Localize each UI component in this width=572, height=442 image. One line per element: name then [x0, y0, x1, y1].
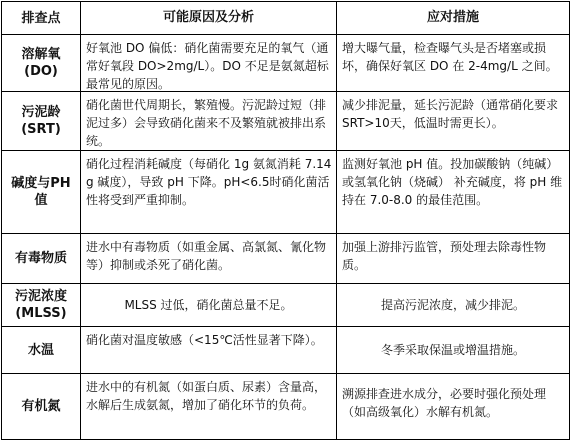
cause-cell: 好氧池 DO 偏低：硝化菌需要充足的氧气（通常好氧段 DO>2mg/L）。DO 不足是氨氮超标最常见的原因。: [81, 35, 337, 91]
check-point-do: [2, 35, 81, 91]
table-row: [2, 326, 569, 373]
check-point-label: 溶解氧 (DO): [21, 47, 61, 79]
table-row: [2, 91, 569, 150]
header-check-point: 排查点: [2, 2, 81, 34]
check-point-srt: [2, 92, 81, 150]
action-cell: 提高污泥浓度，减少排泥。: [380, 298, 525, 312]
action-cell: 加强上游排污监管，预处理去除毒性物质。: [342, 240, 547, 272]
header-cause-analysis: 可能原因及分析: [81, 2, 337, 34]
cause-analysis-table: [1, 1, 570, 440]
check-point-label: 有毒物质: [14, 251, 67, 266]
action-cell: 溯源排查进水成分，必要时强化预处理（如高级氧化）水解有机氮。: [342, 387, 547, 419]
action-cell: 增大曝气量，检查曝气头是否堵塞或损坏，确保好氧区 DO 在 2-4mg/L 之间。: [342, 41, 558, 73]
table-row: [2, 150, 569, 233]
action-cell: 冬季采取保温或增温措施。: [380, 343, 525, 357]
cause-cell: MLSS 过低，硝化菌总量不足。: [81, 284, 337, 326]
check-point-mlss: [2, 284, 81, 326]
table-row: [2, 34, 569, 91]
check-point-label: 水温: [27, 342, 54, 358]
cause-cell: 进水中有毒物质（如重金属、高氯氮、氰化物等）抑制或杀死了硝化菌。: [81, 234, 337, 283]
check-point-organic-nitrogen: [2, 374, 81, 439]
header-countermeasures: 应对措施: [426, 10, 479, 25]
check-point-temperature: [2, 327, 81, 373]
check-point-label: 碱度与PH 值: [11, 176, 71, 208]
cause-cell: 进水中的有机氮（如蛋白质、尿素）含量高，水解后生成氨氮，增加了硝化环节的负荷。: [81, 374, 337, 439]
check-point-label: 有机氮: [21, 399, 61, 414]
table-row: [2, 283, 569, 326]
check-point-label: 污泥浓度 (MLSS): [14, 289, 67, 321]
action-cell: 减少排泥量，延长污泥龄（通常硝化要求 SRT>10天，低温时需更长）。: [342, 98, 559, 130]
cause-cell: 硝化菌世代周期长，繁殖慢。污泥龄过短（排泥过多）会导致硝化菌来不及繁殖就被排出系统。: [81, 92, 337, 150]
cause-cell: 硝化过程消耗碱度（每硝化 1g 氨氮消耗 7.14g 碱度），导致 pH 下降。pH<6.5时硝化菌活性将受到严重抑制。: [81, 151, 337, 233]
check-point-toxic: [2, 234, 81, 283]
table-header-row: [2, 2, 569, 34]
check-point-label: 污泥龄 (SRT): [21, 105, 61, 137]
action-cell: 监测好氧池 pH 值。投加碳酸钠（纯碱）或氢氧化钠（烧碱） 补充碱度，将 pH 维持在 7.0-8.0 的最佳范围。: [342, 157, 563, 207]
cause-cell: 硝化菌对温度敏感（<15℃活性显著下降）。: [81, 327, 337, 373]
table-row: [2, 373, 569, 439]
check-point-alkalinity-ph: [2, 151, 81, 233]
table-row: [2, 233, 569, 283]
